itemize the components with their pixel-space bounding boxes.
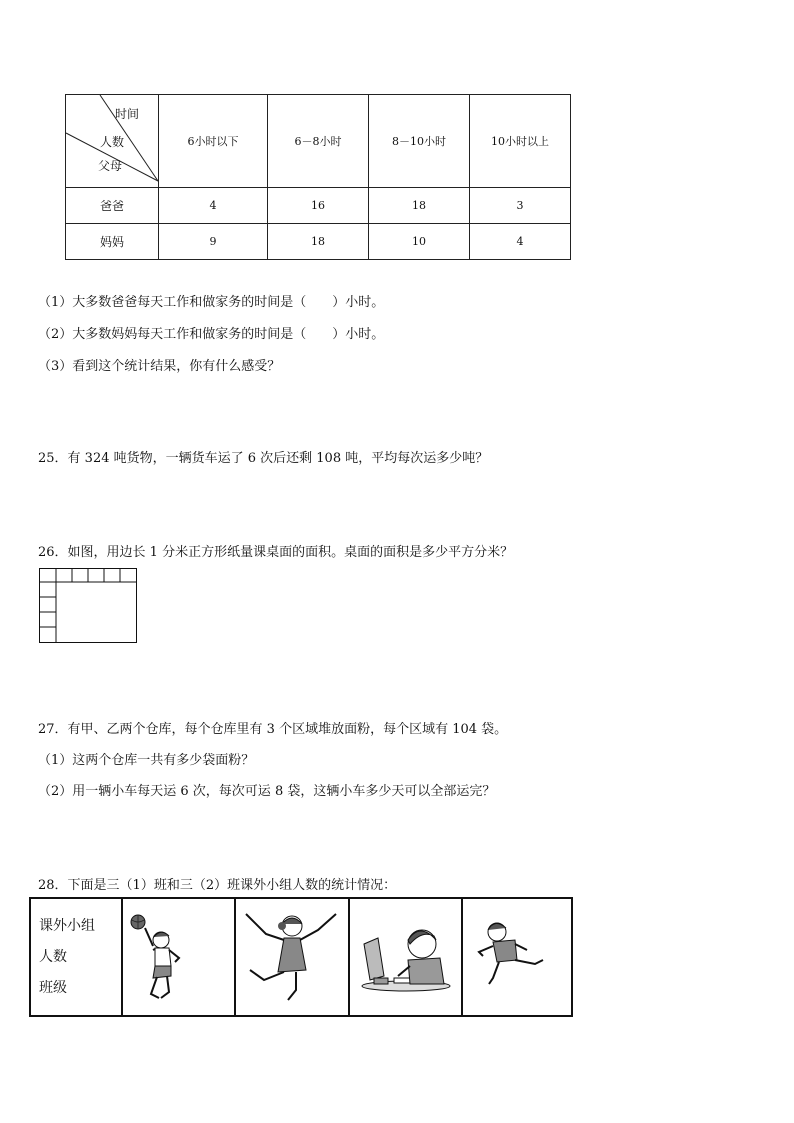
table-cell: 4 [470,224,571,260]
work-hours-table [65,94,571,260]
activity-cell [349,898,462,1016]
header-line-count: 人数 [39,948,67,965]
diag-label-count: 人数 [100,135,125,149]
desk-grid-figure [39,568,139,644]
club-table [29,897,573,1017]
table-row [66,224,571,260]
q27-text: 27．有甲、乙两个仓库，每个仓库里有 3 个区域堆放面粉，每个区域有 104 袋。 [38,722,508,737]
q27-sub2: （2）用一辆小车每天运 6 次，每次可运 8 袋，这辆小车多少天可以全部运完？ [38,784,496,799]
q26-text: 26．如图，用边长 1 分米正方形纸量课桌面的面积。桌面的面积是多少平方分米？ [38,545,514,560]
diag-label-parent: 父母 [98,159,123,173]
diag-label-time: 时间 [115,107,140,121]
table-cell: 3 [470,188,571,224]
row-label: 妈妈 [66,224,159,260]
q28-text: 28．下面是三（1）班和三（2）班课外小组人数的统计情况： [38,878,397,893]
running-icon [463,900,571,1010]
table-cell: 4 [159,188,268,224]
q27-sub1: （1）这两个仓库一共有多少袋面粉？ [38,753,255,768]
diagonal-header-cell [66,95,159,188]
table-cell: 18 [268,224,369,260]
header-line-class: 班级 [39,979,67,996]
q24-sub1: （1）大多数爸爸每天工作和做家务的时间是（ ）小时。 [38,295,385,310]
dance-icon [236,900,348,1010]
q25-text: 25．有 324 吨货物，一辆货车运了 6 次后还剩 108 吨，平均每次运多少吨？ [38,451,489,466]
col-header: 6－8小时 [268,95,369,188]
activity-cell [122,898,235,1016]
activity-cell [462,898,572,1016]
table-row [66,188,571,224]
table-cell: 16 [268,188,369,224]
col-header: 8－10小时 [369,95,470,188]
q24-sub2: （2）大多数妈妈每天工作和做家务的时间是（ ）小时。 [38,327,385,342]
club-header-cell [30,898,122,1016]
basketball-icon [123,900,234,1010]
col-header: 10小时以上 [470,95,571,188]
table-cell: 18 [369,188,470,224]
activity-cell [235,898,349,1016]
computer-icon [350,900,461,1010]
row-label: 爸爸 [66,188,159,224]
col-header: 6小时以下 [159,95,268,188]
table-cell: 9 [159,224,268,260]
header-line-club: 课外小组 [39,917,95,934]
q24-sub3: （3）看到这个统计结果，你有什么感受？ [38,359,281,374]
table-cell: 10 [369,224,470,260]
